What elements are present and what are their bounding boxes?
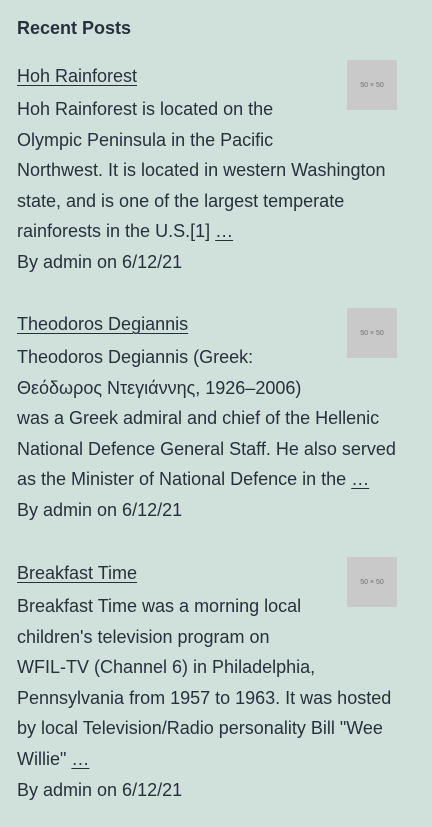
excerpt-line: Hoh Rainforest is located on the: [17, 99, 274, 119]
read-more-link[interactable]: …: [215, 221, 234, 242]
excerpt-text: as the Minister of National Defence in the: [17, 469, 352, 490]
post-meta: By admin on 6/12/21: [17, 499, 183, 520]
excerpt-line: WFIL-TV (Channel 6) in Philadelphia,: [17, 657, 316, 678]
excerpt-line: by local Television/Radio personality Bill "Wee: [17, 718, 383, 739]
post-excerpt: [17, 591, 397, 775]
excerpt-line: children's television program on: [17, 626, 270, 647]
section-title: Recent Posts: [17, 18, 132, 38]
post-item: [17, 63, 397, 278]
excerpt-line: state, and is one of the largest temperate: [17, 190, 345, 211]
excerpt-line: was a Greek admiral and chief of the Hellenic: [17, 408, 380, 429]
excerpt-line-last: [17, 464, 397, 495]
post-thumbnail[interactable]: 50 × 50: [347, 557, 397, 607]
excerpt-line-last: [17, 216, 397, 247]
excerpt-line: Theodoros Degiannis (Greek:: [17, 347, 254, 367]
post-meta: By admin on 6/12/21: [17, 779, 183, 800]
post-meta: By admin on 6/12/21: [17, 251, 183, 272]
read-more-link[interactable]: …: [71, 748, 90, 769]
post-title-link[interactable]: Theodoros Degiannis: [17, 314, 189, 334]
excerpt-text: rainforests in the U.S.[1]: [17, 221, 216, 242]
post-title-link[interactable]: Breakfast Time: [17, 563, 138, 583]
excerpt-line: Θεόδωρος Ντεγιάννης, 1926–2006): [17, 377, 302, 398]
excerpt-line: Pennsylvania from 1957 to 1963. It was hosted: [17, 687, 392, 708]
excerpt-line: Breakfast Time was a morning local: [17, 596, 302, 616]
post-excerpt: [17, 94, 397, 247]
post-thumbnail[interactable]: 50 × 50: [347, 60, 397, 110]
post-thumbnail[interactable]: 50 × 50: [347, 308, 397, 358]
excerpt-text: Willie": [17, 748, 72, 769]
read-more-link[interactable]: …: [351, 469, 370, 490]
post-title-link[interactable]: Hoh Rainforest: [17, 66, 138, 86]
post-item: [17, 311, 397, 526]
excerpt-line: National Defence General Staff. He also served: [17, 438, 396, 459]
excerpt-line: Olympic Peninsula in the Pacific: [17, 129, 274, 150]
excerpt-line-last: [17, 744, 397, 775]
excerpt-line: Northwest. It is located in western Washington: [17, 160, 386, 181]
post-item: [17, 560, 397, 805]
post-excerpt: [17, 342, 397, 495]
